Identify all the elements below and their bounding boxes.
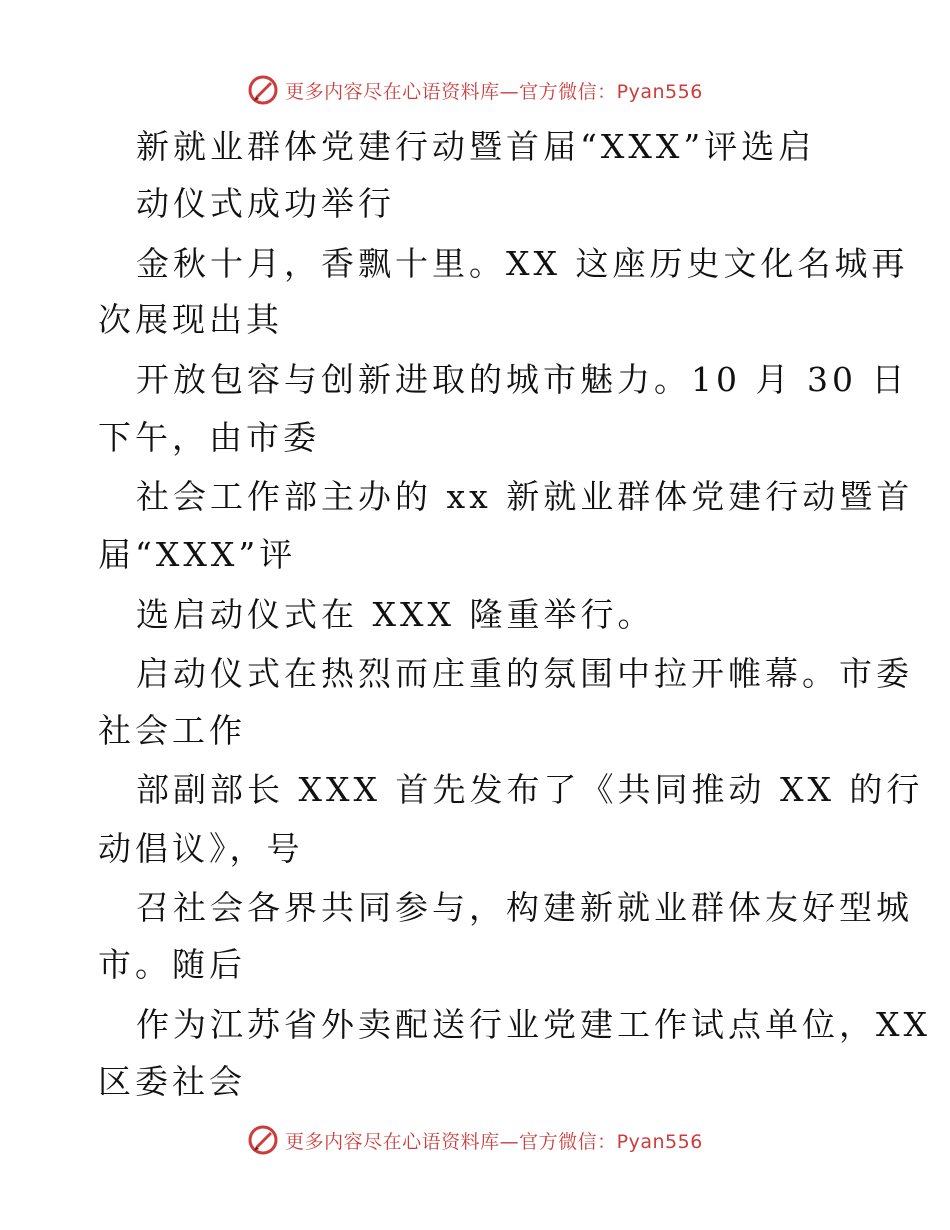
- watermark-text: 更多内容尽在心语资料库—官方微信：Pyan556: [285, 80, 703, 103]
- watermark-banner-bottom: [0, 1120, 950, 1160]
- text-line: 社会工作: [98, 711, 246, 750]
- watermark-text: 更多内容尽在心语资料库—官方微信：Pyan556: [285, 1130, 703, 1153]
- quill-logo-icon: [247, 74, 279, 106]
- text-line: 开放包容与创新进取的城市魅力。10 月 30 日: [136, 360, 909, 399]
- text-line: 作为江苏省外卖配送行业党建工作试点单位，XX: [136, 1005, 931, 1044]
- text-line: 社会工作部主办的 xx 新就业群体党建行动暨首: [136, 477, 914, 516]
- document-body: [0, 117, 950, 1107]
- text-line: 次展现出其: [98, 300, 283, 339]
- watermark-banner-top: [0, 70, 950, 110]
- text-line: 金秋十月，香飘十里。XX 这座历史文化名城再: [136, 244, 909, 283]
- text-line: 区委社会: [98, 1062, 246, 1101]
- text-line: 市。随后: [98, 945, 246, 984]
- text-line: 动仪式成功举行: [136, 184, 395, 223]
- quill-logo-icon: [247, 1124, 279, 1156]
- text-line: 选启动仪式在 XXX 隆重举行。: [136, 595, 655, 634]
- text-line: 新就业群体党建行动暨首届“XXX”评选启: [136, 127, 816, 166]
- text-line: 动倡议》，号: [98, 829, 304, 868]
- text-line: 召社会各界共同参与，构建新就业群体友好型城: [136, 888, 913, 927]
- text-line: 届“XXX”评: [98, 535, 297, 574]
- text-line: 下午，由市委: [98, 418, 320, 457]
- text-line: 启动仪式在热烈而庄重的氛围中拉开帷幕。市委: [136, 654, 913, 693]
- text-line: 部副部长 XXX 首先发布了《共同推动 XX 的行: [136, 770, 924, 809]
